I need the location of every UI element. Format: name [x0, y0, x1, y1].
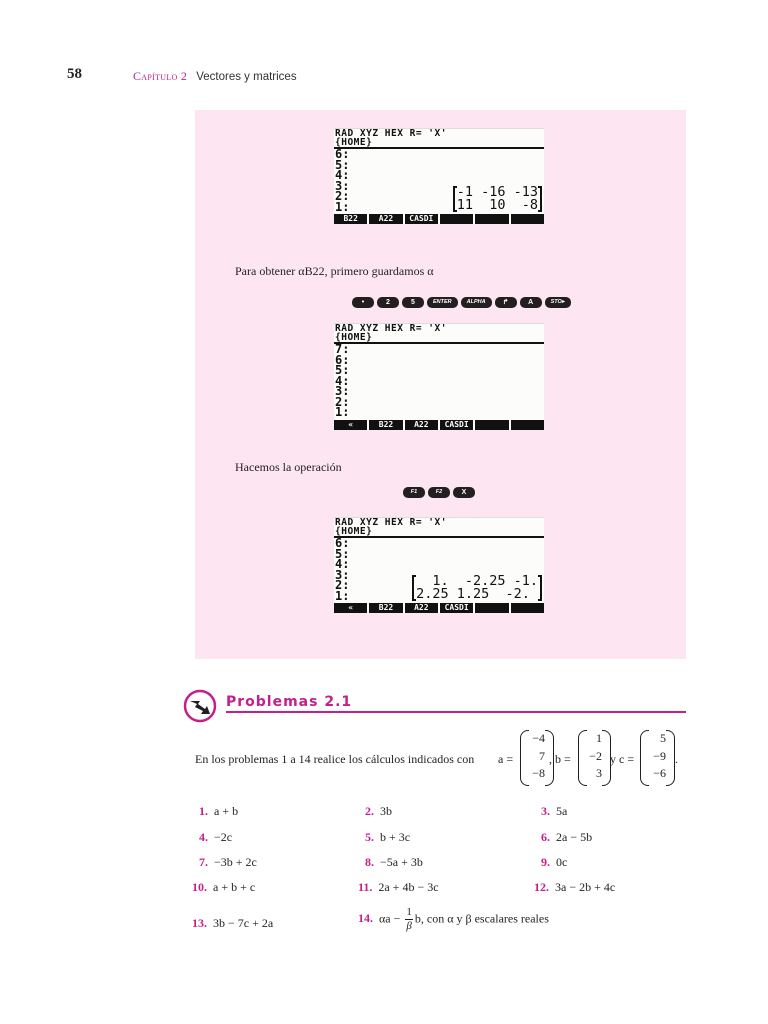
- problems-title: Problemas 2.1: [226, 694, 353, 710]
- stack-level: 1:: [335, 588, 350, 603]
- stack-level: 6:: [335, 147, 350, 161]
- keystrokes-1: [352, 297, 571, 308]
- menu-key-casdi: CASDI: [405, 214, 440, 224]
- problem-text: 2a − 5b: [556, 830, 593, 844]
- soft-menu: [334, 420, 544, 430]
- matrix-row: -1 -16 -13: [456, 184, 538, 200]
- stack: [334, 149, 544, 212]
- vector-b-entry: 1: [596, 731, 602, 745]
- key-alpha: ALPHA: [461, 297, 492, 308]
- calculator-screen-2: [334, 323, 544, 430]
- vector-c-entry: −6: [653, 766, 666, 780]
- fraction-numerator: 1: [406, 906, 412, 918]
- home-directory: {HOME}: [334, 527, 544, 538]
- caption-store-alpha: Para obtener αB22, primero guardamos α: [235, 264, 434, 278]
- problem-item: [365, 830, 410, 845]
- vector-a-entry: −8: [532, 766, 545, 780]
- stack-level: 4:: [335, 557, 350, 571]
- menu-key-empty: [475, 214, 510, 224]
- problem-text: 3b: [380, 804, 392, 818]
- menu-key-empty: [511, 214, 544, 224]
- problem-number: 9.: [541, 855, 550, 869]
- status-line: RAD XYZ HEX R= 'X': [335, 128, 447, 139]
- menu-key-b22: B22: [369, 603, 404, 613]
- problem-number: 11.: [358, 880, 373, 894]
- problem-text: αa −: [379, 911, 401, 926]
- page-number: 58: [67, 66, 82, 82]
- problem-number: 5.: [365, 830, 374, 844]
- problem-text: b, con α y β escalares reales: [414, 911, 549, 926]
- stack-level: 5:: [335, 363, 350, 377]
- vector-c-entry: −9: [653, 748, 666, 763]
- chapter-label: Capítulo 2: [133, 69, 188, 83]
- home-directory: {HOME}: [334, 138, 544, 149]
- status-line: RAD XYZ HEX R= 'X': [335, 323, 447, 334]
- key-2: 2: [377, 297, 399, 308]
- menu-key-b22: B22: [334, 214, 369, 224]
- calculator-screen-1: [334, 128, 544, 224]
- key-a: A: [520, 297, 542, 308]
- stack-level: 2:: [335, 394, 350, 409]
- key-enter: ENTER: [427, 297, 458, 308]
- stack-level: 6:: [335, 352, 350, 367]
- vector-a-entry: −4: [532, 731, 545, 745]
- problem-number: 10.: [192, 880, 207, 894]
- vector-b-label: , b =: [549, 752, 571, 766]
- calculator-screen-3: [334, 517, 544, 613]
- problem-number: 3.: [541, 804, 550, 818]
- running-head: [133, 69, 297, 84]
- problem-text: a + b: [214, 804, 239, 818]
- stack-level: 3:: [335, 567, 350, 582]
- stack-level: 1:: [335, 405, 350, 419]
- result-matrix: [412, 575, 542, 601]
- key-5: 5: [402, 297, 424, 308]
- keystrokes-2: [403, 487, 475, 498]
- key-f2: F2: [428, 487, 450, 498]
- vector-a-label: a =: [498, 752, 514, 766]
- problem-item: [534, 880, 615, 895]
- problem-text: 2a + 4b − 3c: [378, 880, 439, 894]
- problem-number: 4.: [199, 830, 208, 844]
- matrix-row: 1. -2.25 -1.: [416, 573, 538, 589]
- stack-level: 4:: [335, 373, 350, 388]
- stack-level: 6:: [335, 536, 350, 550]
- stack-level: 3:: [335, 178, 350, 193]
- problem-text: 5a: [556, 804, 568, 818]
- problems-intro: En los problemas 1 a 14 realice los cálculos indicados con: [195, 752, 475, 766]
- soft-menu: [334, 603, 544, 613]
- problem-item: [192, 916, 273, 931]
- key-sto: STO▸: [545, 297, 571, 308]
- stack-level: 2:: [335, 189, 350, 203]
- problem-item: [358, 906, 549, 933]
- stack-level: 1:: [335, 199, 350, 214]
- stack: [334, 538, 544, 601]
- matrix-row: 11 10 -8: [456, 197, 538, 213]
- vector-b-entry: −2: [589, 748, 602, 763]
- problem-item: [192, 880, 255, 895]
- vector-b-entry: 3: [596, 766, 602, 780]
- problem-item: [541, 830, 592, 845]
- key-right-shift: ↱: [495, 297, 517, 308]
- status-line: RAD XYZ HEX R= 'X': [335, 517, 447, 528]
- menu-key-empty: [475, 603, 510, 613]
- problem-number: 1.: [199, 804, 208, 818]
- stack-level: 3:: [335, 384, 350, 398]
- home-directory: {HOME}: [334, 333, 544, 344]
- problem-item: [199, 855, 257, 870]
- menu-key-empty: [511, 603, 544, 613]
- stack-level: 5:: [335, 546, 350, 561]
- key-multiply: X: [453, 487, 475, 498]
- caption-operation: Hacemos la operación: [235, 460, 342, 474]
- fraction: [405, 906, 413, 933]
- menu-key-casdi: CASDI: [440, 420, 475, 430]
- problem-number: 6.: [541, 830, 550, 844]
- problem-text: −5a + 3b: [380, 855, 423, 869]
- key-f1: F1: [403, 487, 425, 498]
- problem-item: [199, 804, 238, 819]
- menu-key-a22: A22: [405, 603, 440, 613]
- problems-header: [183, 689, 686, 723]
- problem-item: [365, 855, 423, 870]
- problem-item: [541, 855, 567, 870]
- chapter-title: Vectores y matrices: [196, 71, 297, 83]
- divider: [226, 711, 686, 713]
- menu-key-up: «: [334, 603, 369, 613]
- stack-level: 2:: [335, 578, 350, 592]
- key-dot: •: [352, 297, 374, 308]
- menu-key-up: «: [334, 420, 369, 430]
- soft-menu: [334, 214, 544, 224]
- menu-key-casdi: CASDI: [440, 603, 475, 613]
- stack: [334, 344, 544, 418]
- problem-number: 2.: [365, 804, 374, 818]
- menu-key-empty: [440, 214, 475, 224]
- problem-text: a + b + c: [213, 880, 256, 894]
- problem-number: 7.: [199, 855, 208, 869]
- problem-text: 3a − 2b + 4c: [555, 880, 616, 894]
- stack-level: 4:: [335, 168, 350, 182]
- problem-number: 8.: [365, 855, 374, 869]
- problem-item: [199, 830, 232, 845]
- result-matrix: [453, 186, 542, 212]
- menu-key-b22: B22: [369, 420, 404, 430]
- menu-key-empty: [511, 420, 544, 430]
- fraction-denominator: β: [406, 920, 412, 932]
- problem-number: 12.: [534, 880, 549, 894]
- problem-text: 0c: [556, 855, 568, 869]
- problem-item: [541, 804, 567, 819]
- problem-text: −3b + 2c: [214, 855, 257, 869]
- menu-key-empty: [475, 420, 510, 430]
- matrix-row: 2.25 1.25 -2.: [416, 586, 530, 602]
- menu-key-a22: A22: [405, 420, 440, 430]
- menu-key-a22: A22: [369, 214, 404, 224]
- vector-a-entry: 7: [539, 748, 545, 763]
- stack-level: 5:: [335, 157, 350, 172]
- problem-text: 3b − 7c + 2a: [213, 916, 274, 930]
- vector-c-entry: 5: [660, 731, 666, 745]
- problem-text: b + 3c: [380, 830, 411, 844]
- stack-level: 7:: [335, 342, 350, 356]
- problem-number: 14.: [358, 911, 373, 926]
- period: .: [675, 752, 678, 766]
- problem-number: 13.: [192, 916, 207, 930]
- problem-text: −2c: [214, 830, 233, 844]
- vector-c-label: y c =: [610, 752, 635, 766]
- problem-item: [365, 804, 392, 819]
- problems-icon: [183, 689, 217, 723]
- problem-item: [358, 880, 439, 895]
